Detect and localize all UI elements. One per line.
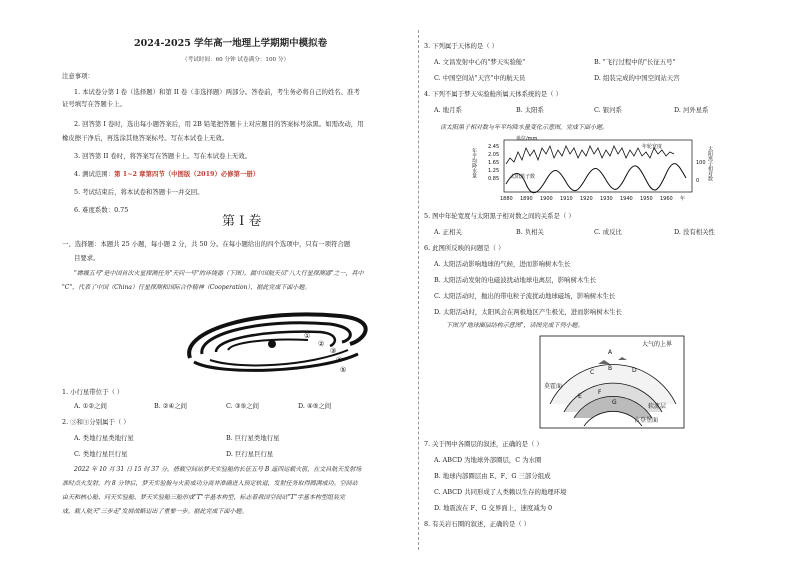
layer-label: A — [608, 349, 613, 356]
passage: 读太阳黑子相对数与年平均降水量变化示意图，完成下面小题。 — [440, 124, 609, 131]
notice-line: 1. 本试卷分第 I 卷（选择题）和第 II 卷（非选择题）两部分。答卷前，考生务必将自己的姓名、准考 — [74, 88, 360, 96]
option: A. 类地行星类地行星 — [74, 434, 134, 442]
section-intro: 目要求。 — [74, 254, 100, 262]
option: B. 太阳活动发射的电磁波扰动地球电离层，影响树木生长 — [434, 276, 597, 284]
right-axis-label: 太阳黑子相对数 — [707, 146, 713, 181]
orbit-label: ④ — [336, 356, 343, 364]
x-tick: 1890 — [520, 196, 533, 202]
option: A. ①②之间 — [74, 402, 107, 410]
option: A. 地月系 — [434, 106, 462, 114]
sunspot-precip-chart — [471, 134, 724, 208]
passage: 成，载人航天"三步走"发展战略迈出了重要一步。据此完成下面小题。 — [62, 508, 248, 515]
orbit-label: ② — [318, 340, 325, 348]
orbit-label: ① — [304, 332, 311, 340]
option: D. 巨行星巨行星 — [226, 450, 274, 458]
layer-label: F — [598, 389, 602, 396]
option: A. 太阳活动影响地球的气候，进而影响树木生长 — [434, 260, 571, 268]
notice-line: 3. 回答第 II 卷时，将答案写在答题卡上。写在本试卷上无效。 — [74, 152, 252, 160]
option: B. "飞行过程中的"长征五号" — [594, 58, 676, 66]
chart-unit: 单位/mm — [516, 136, 538, 142]
y-tick: 2.05 — [488, 152, 500, 158]
notice-line: 2. 回答第 I 卷时，选出每小题答案后，用 2B 铅笔把答题卡上对应题目的答案标号涂黑。如需改动，用 — [74, 120, 364, 128]
option: D. 河外星系 — [674, 106, 709, 114]
y-tick: 1.25 — [488, 168, 500, 174]
left-column — [62, 0, 414, 562]
question-4: 4. 下列不属于梦天实验舱所属天体系统的是（ ） — [424, 90, 562, 98]
notice-line: 橡皮擦干净后，再选涂其他答案标号。写在本试卷上无效。 — [62, 134, 229, 142]
exam-info: （考试时间：60 分钟 试卷满分：100 分） — [182, 57, 290, 63]
layer-label: C — [590, 369, 595, 376]
option: B. 负相关 — [516, 228, 544, 236]
question-1: 1. 小行星带位于（ ） — [62, 388, 124, 396]
layer-label: D — [632, 367, 637, 374]
x-tick: 1900 — [540, 196, 553, 202]
question-8: 8. 有关岩石圈的叙述，正确的是（ ） — [424, 520, 531, 528]
y-tick: 0.85 — [488, 176, 500, 182]
option: C. 中国空间站"天宫"中的航天员 — [434, 74, 526, 82]
boundary-label: 古登堡面 — [634, 417, 659, 424]
series-label-sunspot: 太阳黑子数 — [510, 174, 536, 180]
test-scope: 第 1~2 章第四节（中图版（2019）必修第一册） — [114, 170, 260, 178]
series-label-ring: 年轮宽度 — [642, 144, 663, 150]
notice-line: 证号填写在答题卡上。 — [62, 100, 126, 108]
option: B. 巨行星类地行星 — [226, 434, 280, 442]
x-tick: 1920 — [580, 196, 593, 202]
question-7: 7. 关于图中各圈层的叙述，正确的是（ ） — [424, 440, 543, 448]
x-tick: 1960 — [660, 196, 673, 202]
orbit-label: ③ — [330, 347, 337, 355]
option: B. 地球内部圈层由 E、F、G 三部分组成 — [434, 472, 551, 480]
y-tick: 2.45 — [488, 144, 500, 150]
passage: 准时点火发射，约 8 分钟后，梦天实验舱与火箭成功分离并准确进入预定轨道，发射任务取得圆满成功。空间站 — [62, 480, 358, 487]
earth-layers-diagram — [538, 334, 688, 430]
r-tick: 0 — [696, 178, 700, 184]
option: C. ③⑤之间 — [226, 402, 259, 410]
x-tick: 1880 — [500, 196, 513, 202]
x-tick: 年 — [680, 196, 686, 202]
option: C. 类地行星巨行星 — [74, 450, 128, 458]
option: C. 成反比 — [594, 228, 622, 236]
page-title: 2024-2025 学年高一地理上学期期中模拟卷 — [134, 38, 328, 49]
notice-line: 6. 难度系数：0.75 — [74, 206, 129, 214]
option: D. 没有相关性 — [674, 228, 715, 236]
solar-system-orbit-figure — [180, 300, 370, 380]
notice-line: 5. 考试结束后，将本试卷和答题卡一并交回。 — [74, 188, 204, 196]
option: D. 地震波在 F、G 交界面上，速度减为 0 — [434, 504, 553, 512]
question-5: 5. 图中年轮宽度与太阳黑子相对数之间的关系是（ ） — [424, 212, 575, 220]
landform-icon — [598, 357, 627, 364]
question-3: 3. 下列属于天体的是（ ） — [424, 42, 499, 50]
option: D. ④⑤之间 — [298, 402, 332, 410]
option: D. 组装完成的中国空间站天宫 — [594, 74, 680, 82]
option: B. ②④之间 — [154, 402, 187, 410]
x-tick: 1910 — [560, 196, 573, 202]
layer-label: G — [612, 399, 617, 406]
question-6: 6. 此图所反映的问题是（ ） — [424, 244, 505, 252]
section-heading: 第 I 卷 — [222, 214, 262, 229]
option: C. 银河系 — [594, 106, 622, 114]
r-tick: 100 — [696, 160, 706, 166]
diagram-label-top: 大气的上界 — [642, 341, 673, 348]
option: C. ABCD 共同形成了人类赖以生存的地理环境 — [434, 488, 567, 496]
boundary-label: 莫霍面 — [544, 383, 563, 390]
x-tick: 1950 — [640, 196, 653, 202]
notice-heading: 注意事项： — [62, 72, 94, 80]
x-tick: 1940 — [620, 196, 633, 202]
option: D. 太阳活动时，太阳风会在两极地区产生极光，进而影响树木生长 — [434, 308, 622, 316]
orbit-label: ⑤ — [340, 366, 347, 374]
layer-label: B — [608, 365, 613, 372]
passage: 由天和核心舱、问天实验舱、梦天实验舱三舱形成"T"字基本构型，标志着我国空间站"T"字基本构型组装完 — [62, 494, 346, 501]
y-tick: 1.65 — [488, 160, 500, 166]
right-column — [424, 0, 764, 562]
chart-ylabel: 年平均降水量 — [471, 148, 477, 178]
option: B. 太阳系 — [516, 106, 544, 114]
passage: 下图为"地球圈层结构示意图"，读图完成下列小题。 — [446, 322, 584, 329]
section-intro: 一、选择题：本题共 25 小题，每小题 2 分，共 50 分。在每小题给出的四个选项中，只有一项符合题 — [62, 240, 351, 248]
column-divider — [418, 30, 419, 550]
passage: 2022 年 10 月 31 日 15 时 37 分，搭载空间站梦天实验舱的长征五号 B 遥四运载火箭，在文昌航天发射场 — [74, 466, 362, 473]
passage: "嫦娥五号"是中国首次火星探测任务"天问一号"的环绕器（下图），属中国航天员"八大行星探测器"之一，其中 — [74, 270, 364, 277]
notice-line: 4. 测试范围：第 1~2 章第四节（中图版（2019）必修第一册） — [74, 170, 260, 178]
question-2: 2. ③和③分别属于（ ） — [62, 418, 130, 426]
layer-label: E — [578, 393, 582, 400]
option: A. 正相关 — [434, 228, 462, 236]
option: C. 太阳活动时，抛出的带电粒子流扰动地球磁场，影响树木生长 — [434, 292, 616, 300]
x-tick: 1930 — [600, 196, 613, 202]
option: A. 文昌发射中心的"梦天实验舱" — [434, 58, 526, 66]
boundary-label: 软流层 — [648, 403, 667, 410]
passage: "C"，代表了中国（China）行星探测和国际合作精神（Cooperation），据此完成下面小题。 — [62, 284, 311, 291]
option: A. ABCD 为地球外部圈层，C 为水圈 — [434, 456, 542, 464]
